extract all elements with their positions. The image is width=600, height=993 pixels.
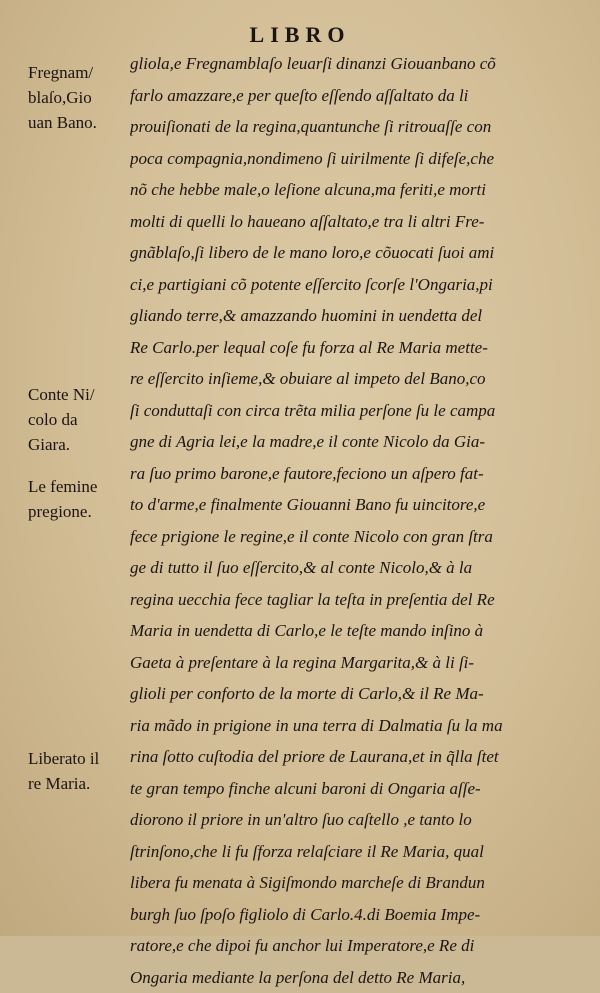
text-line: ſi conduttaſi con circa trẽta milia perſone ſu le campa bbox=[130, 395, 560, 427]
text-line: rina ſotto cuſtodia del priore de Laurana,et in q̃lla ſtet bbox=[130, 741, 560, 773]
text-line: to d'arme,e finalmente Giouanni Bano fu uincitore,e bbox=[130, 489, 560, 521]
running-head: LIBRO bbox=[0, 22, 600, 48]
text-line: gliando terre,& amazzando huomini in uendetta del bbox=[130, 300, 560, 332]
margin-note-liberato bbox=[28, 746, 134, 796]
text-line: re eſſercito inſieme,& obuiare al impeto del Bano,co bbox=[130, 363, 560, 395]
text-line: molti di quelli lo haueano aſſaltato,e tra li altri Fre- bbox=[130, 206, 560, 238]
margin-note-line: Conte Ni/ bbox=[28, 382, 134, 407]
text-line: Maria in uendetta di Carlo,e le teſte mando inſino à bbox=[130, 615, 560, 647]
text-line: fece prigione le regine,e il conte Nicolo con gran ſtra bbox=[130, 521, 560, 553]
margin-note-line: Le femine bbox=[28, 474, 134, 499]
margin-note-line: colo da bbox=[28, 407, 134, 432]
text-line: prouiſionati de la regina,quantunche ſi ritrouaſſe con bbox=[130, 111, 560, 143]
body-text bbox=[130, 48, 560, 993]
text-line: ra ſuo primo barone,e fautore,feciono un aſpero fat- bbox=[130, 458, 560, 490]
margin-note-line: Liberato il bbox=[28, 746, 134, 771]
margin-note-line: blaſo,Gio bbox=[28, 85, 134, 110]
margin-note-le-femine bbox=[28, 474, 134, 524]
text-line: Gaeta à preſentare à la regina Margarita,& à li ſi- bbox=[130, 647, 560, 679]
text-line: gnãblaſo,ſi libero de le mano loro,e cõuocati ſuoi ami bbox=[130, 237, 560, 269]
margin-note-line: Giara. bbox=[28, 432, 134, 457]
text-line: nõ che hebbe male,o leſione alcuna,ma feriti,e morti bbox=[130, 174, 560, 206]
text-line: burgh ſuo ſpoſo figliolo di Carlo.4.di Boemia Impe- bbox=[130, 899, 560, 931]
text-line: Re Carlo.per lequal coſe fu forza al Re Maria mette- bbox=[130, 332, 560, 364]
text-line: ſtrinſono,che li fu ſforza relaſciare il Re Maria, qual bbox=[130, 836, 560, 868]
text-line: diorono il priore in un'altro ſuo caſtello ,e tanto lo bbox=[130, 804, 560, 836]
text-line: glioli per conforto de la morte di Carlo,& il Re Ma- bbox=[130, 678, 560, 710]
text-line: ge di tutto il ſuo eſſercito,& al conte Nicolo,& à la bbox=[130, 552, 560, 584]
margin-note-line: re Maria. bbox=[28, 771, 134, 796]
text-line: ria mãdo in prigione in una terra di Dalmatia ſu la ma bbox=[130, 710, 560, 742]
text-line: poca compagnia,nondimeno ſi uirilmente ſi difeſe,che bbox=[130, 143, 560, 175]
text-line: farlo amazzare,e per queſto eſſendo aſſaltato da li bbox=[130, 80, 560, 112]
margin-note-line: uan Bano. bbox=[28, 110, 134, 135]
text-line: libera fu menata à Sigiſmondo marcheſe di Brandun bbox=[130, 867, 560, 899]
text-line: ci,e partigiani cõ potente eſſercito ſcorſe l'Ongaria,pi bbox=[130, 269, 560, 301]
text-line: te gran tempo finche alcuni baroni di Ongaria aſſe- bbox=[130, 773, 560, 805]
text-line: regina uecchia fece tagliar la teſta in preſentia del Re bbox=[130, 584, 560, 616]
text-line: Ongaria mediante la perſona del detto Re Maria, bbox=[130, 962, 560, 993]
margin-note-fregnamblaso bbox=[28, 60, 134, 135]
margin-note-line: pregione. bbox=[28, 499, 134, 524]
text-line: ratore,e che dipoi fu anchor lui Imperatore,e Re di bbox=[130, 930, 560, 962]
text-line: gne di Agria lei,e la madre,e il conte Nicolo da Gia- bbox=[130, 426, 560, 458]
margin-note-line: Fregnam/ bbox=[28, 60, 134, 85]
margin-note-conte-nicolo bbox=[28, 382, 134, 457]
text-line: gliola,e Fregnamblaſo leuarſi dinanzi Giouanbano cõ bbox=[130, 48, 560, 80]
